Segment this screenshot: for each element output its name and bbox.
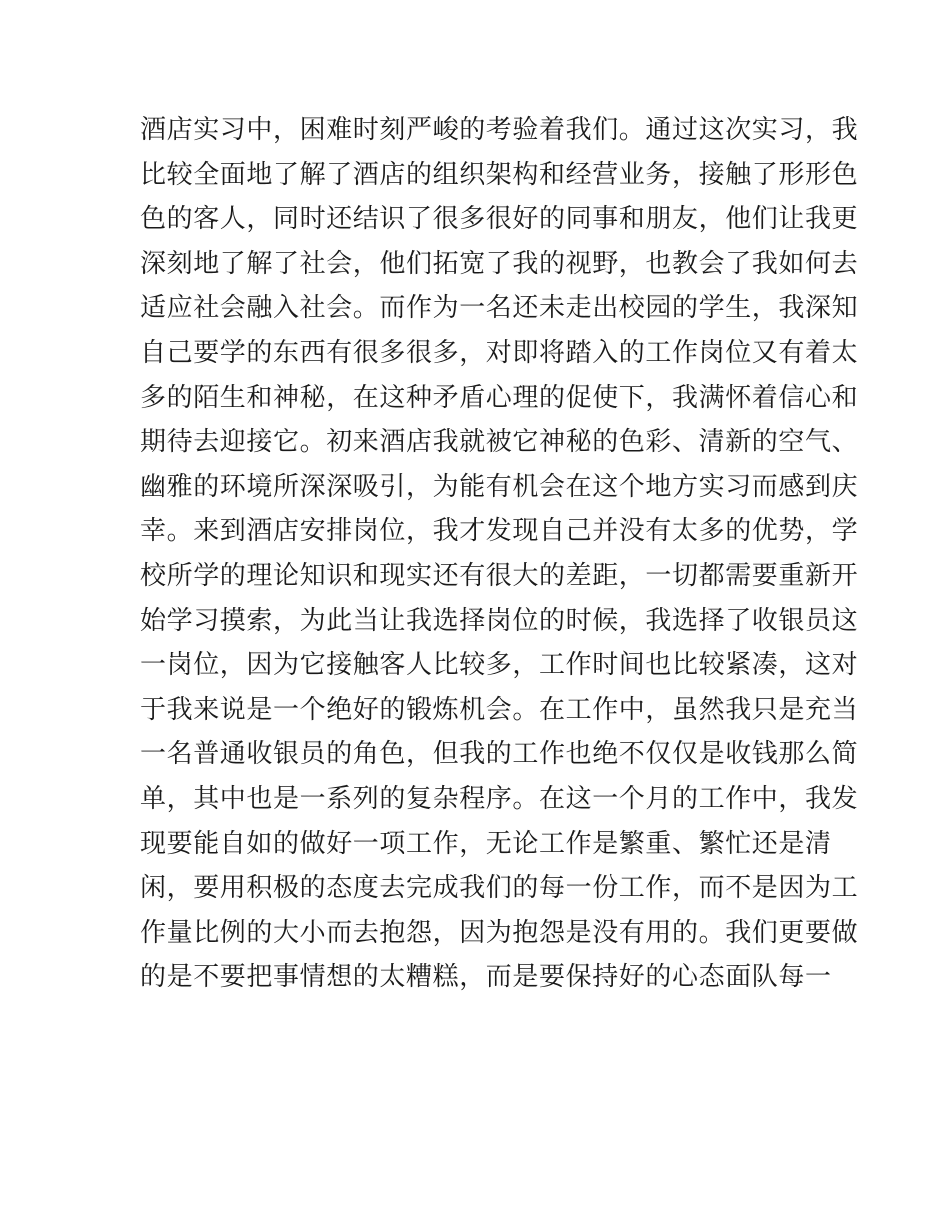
body-paragraph: [140, 108, 859, 1000]
text-line: 适应社会融入社会。而作为一名还未走出校园的学生，我深知: [140, 293, 859, 324]
text-line: 于我来说是一个绝好的锻炼机会。在工作中，虽然我只是充当: [140, 694, 859, 725]
text-line: 现要能自如的做好一项工作，无论工作是繁重、繁忙还是清: [140, 828, 832, 859]
text-line: 一岗位，因为它接触客人比较多，工作时间也比较紧凑，这对: [140, 650, 859, 681]
text-line: 校所学的理论知识和现实还有很大的差距，一切都需要重新开: [140, 560, 859, 591]
text-line: 作量比例的大小而去抱怨，因为抱怨是没有用的。我们更要做: [140, 917, 859, 948]
text-line: 色的客人，同时还结识了很多很好的同事和朋友，他们让我更: [140, 204, 859, 235]
text-line: 酒店实习中，困难时刻严峻的考验着我们。通过这次实习，我: [140, 115, 859, 145]
text-line: 幸。来到酒店安排岗位，我才发现自己并没有太多的优势，学: [140, 516, 859, 547]
text-line: 期待去迎接它。初来酒店我就被它神秘的色彩、清新的空气、: [140, 427, 859, 458]
text-line: 幽雅的环境所深深吸引，为能有机会在这个地方实习而感到庆: [140, 471, 859, 502]
text-line: 单，其中也是一系列的复杂程序。在这一个月的工作中，我发: [140, 783, 859, 814]
text-line: 的是不要把事情想的太糟糕，而是要保持好的心态面队每一: [140, 962, 832, 993]
text-line: 比较全面地了解了酒店的组织架构和经营业务，接触了形形色: [140, 159, 859, 190]
text-line: 始学习摸索，为此当让我选择岗位的时候，我选择了收银员这: [140, 605, 859, 636]
text-line: 一名普通收银员的角色，但我的工作也绝不仅仅是收钱那么简: [140, 739, 859, 770]
text-line: 自己要学的东西有很多很多，对即将踏入的工作岗位又有着太: [140, 337, 859, 368]
text-line: 闲，要用积极的态度去完成我们的每一份工作，而不是因为工: [140, 873, 859, 904]
text-line: 深刻地了解了社会，他们拓宽了我的视野，也教会了我如何去: [140, 248, 859, 279]
text-line: 多的陌生和神秘，在这种矛盾心理的促使下，我满怀着信心和: [140, 382, 859, 413]
